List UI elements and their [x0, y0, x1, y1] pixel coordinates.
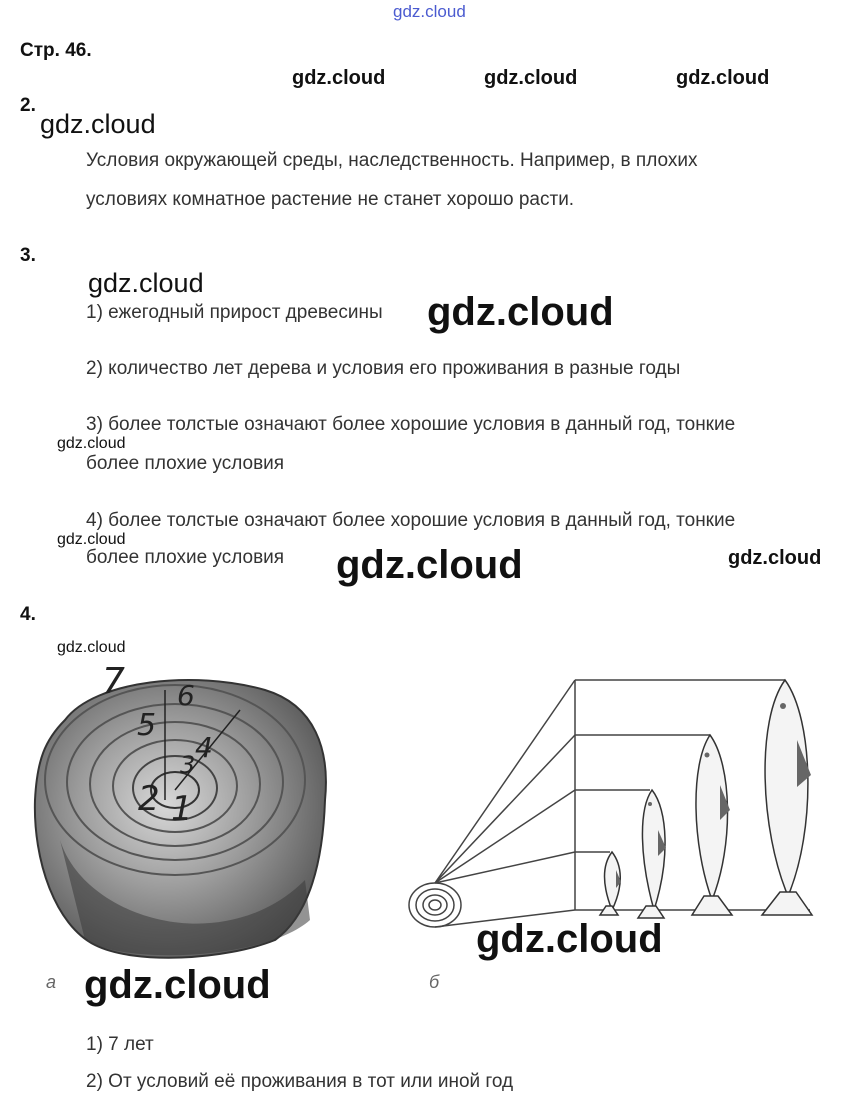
ring-number: 3 [180, 751, 196, 779]
task3-item3-line2: более плохие условия [86, 453, 285, 474]
watermark: gdz.cloud [476, 917, 663, 961]
figure-b-label: б [429, 972, 440, 992]
watermark: gdz.cloud [427, 290, 614, 334]
watermark: gdz.cloud [676, 67, 770, 89]
watermark: gdz.cloud [57, 435, 126, 452]
task2-line1: Условия окружающей среды, наследственность. Например, в плохих [86, 150, 698, 171]
fish-scale-growth-illustration [400, 670, 840, 940]
watermark: gdz.cloud [40, 109, 156, 139]
task2-number: 2. [20, 95, 36, 116]
task3-item1: 1) ежегодный прирост древесины [86, 302, 383, 323]
task3-item3-line1: 3) более толстые означают более хорошие условия в данный год, тонкие [86, 414, 736, 435]
tree-cut-illustration [25, 660, 345, 970]
ring-number: 4 [195, 731, 213, 764]
ring-number: 7 [102, 661, 125, 702]
ring-number: 5 [137, 708, 157, 743]
fish-largest [765, 680, 808, 896]
figure-a-label: а [46, 972, 57, 992]
watermark: gdz.cloud [336, 543, 523, 587]
task3-item2: 2) количество лет дерева и условия его проживания в разные годы [86, 358, 681, 379]
page-header: Стр. 46. [20, 40, 92, 61]
watermark: gdz.cloud [292, 67, 386, 89]
watermark: gdz.cloud [57, 531, 126, 548]
task3-item4-line2: более плохие условия [86, 547, 285, 568]
task2-line2: условиях комнатное растение не станет хорошо расти. [86, 189, 575, 210]
fish-large [696, 735, 728, 900]
task4-number: 4. [20, 604, 36, 625]
task4-answer2: 2) От условий её проживания в тот или иной год [86, 1071, 514, 1092]
ring-number: 1 [171, 789, 193, 829]
watermark: gdz.cloud [728, 547, 822, 569]
ring-number: 6 [177, 679, 195, 712]
watermark: gdz.cloud [88, 268, 204, 298]
task3-number: 3. [20, 245, 36, 266]
watermark-top: gdz.cloud [393, 2, 466, 21]
ring-number: 2 [138, 779, 160, 819]
watermark: gdz.cloud [84, 963, 271, 1007]
task4-answer1: 1) 7 лет [86, 1034, 154, 1055]
watermark: gdz.cloud [57, 639, 126, 656]
watermark: gdz.cloud [484, 67, 578, 89]
task3-item4-line1: 4) более толстые означают более хорошие условия в данный год, тонкие [86, 510, 736, 531]
